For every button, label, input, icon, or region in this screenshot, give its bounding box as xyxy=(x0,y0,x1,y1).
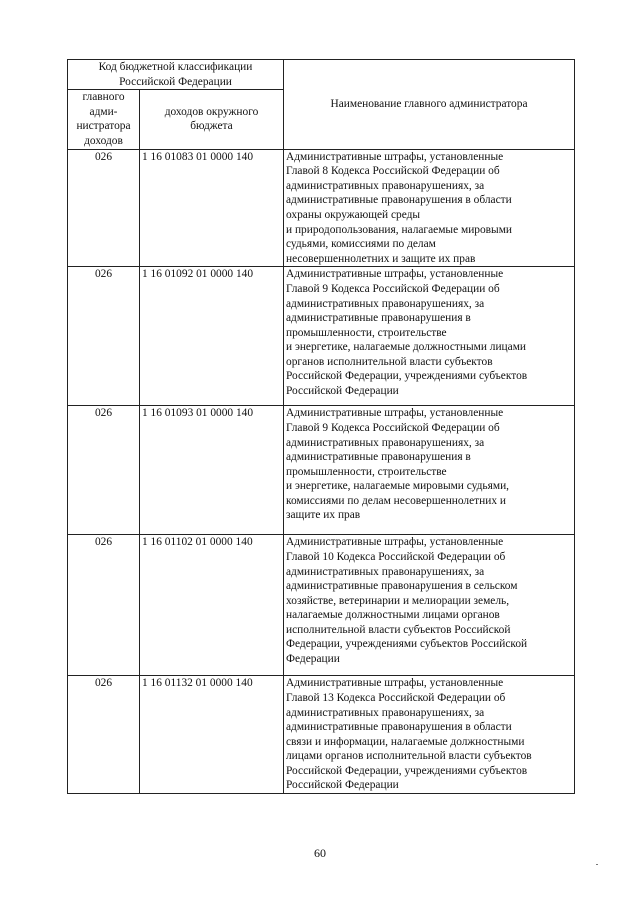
administrator-name-cell xyxy=(284,406,575,535)
name-line: Федерации xyxy=(286,653,340,666)
name-line: административных правонарушениях, за xyxy=(286,179,485,192)
table-row xyxy=(68,267,575,406)
administrator-name-cell xyxy=(284,676,575,794)
name-line: Российской Федерации, учреждениями субъектов xyxy=(286,370,528,383)
name-line: органов исполнительной власти субъектов xyxy=(286,355,493,368)
budget-code-cell: 1 16 01083 01 0000 140 xyxy=(140,149,284,267)
scan-artifact-dot xyxy=(596,864,598,865)
table-row xyxy=(68,149,575,267)
name-line: промышленности, строительстве xyxy=(286,326,447,339)
name-line: Административные штрафы, установленные xyxy=(286,536,504,549)
name-line: административные правонарушения в сельском xyxy=(286,580,518,593)
name-line: исполнительной власти субъектов Российской xyxy=(286,623,511,636)
name-line: налагаемые должностными лицами органов xyxy=(286,609,500,622)
name-line: административные правонарушения в области xyxy=(286,721,512,734)
admin-code-cell: 026 xyxy=(68,267,140,406)
header-line: Код бюджетной классификации xyxy=(98,61,253,73)
name-line: административные правонарушения в xyxy=(286,312,471,325)
header-budget-classification xyxy=(68,60,284,90)
name-line: Российской Федерации xyxy=(286,385,399,398)
header-administrator-name: Наименование главного администратора xyxy=(284,60,575,150)
name-line: комиссиями по делам несовершеннолетних и xyxy=(286,494,506,507)
name-line: охраны окружающей среды xyxy=(286,208,421,221)
name-line: административных правонарушениях, за xyxy=(286,565,485,578)
name-line: хозяйстве, ветеринарии и мелиорации земель, xyxy=(286,594,510,607)
name-line: Административные штрафы, установленные xyxy=(286,677,504,690)
header-chief-administrator xyxy=(68,90,140,149)
name-line: Главой 13 Кодекса Российской Федерации об xyxy=(286,691,506,704)
name-line: Административные штрафы, установленные xyxy=(286,407,504,420)
name-line: Главой 8 Кодекса Российской Федерации об xyxy=(286,165,500,178)
budget-code-cell: 1 16 01092 01 0000 140 xyxy=(140,267,284,406)
name-line: Административные штрафы, установленные xyxy=(286,150,504,163)
header-line: адми- xyxy=(89,105,118,118)
admin-code-cell: 026 xyxy=(68,676,140,794)
header-district-budget-income xyxy=(140,90,284,149)
header-line: нистратора xyxy=(76,120,131,133)
name-line: Главой 9 Кодекса Российской Федерации об xyxy=(286,282,500,295)
name-line: Федерации, учреждениями субъектов Российской xyxy=(286,638,528,651)
header-line: доходов окружного xyxy=(164,105,259,118)
budget-code-cell: 1 16 01102 01 0000 140 xyxy=(140,535,284,676)
budget-code-cell: 1 16 01093 01 0000 140 xyxy=(140,406,284,535)
administrator-name-cell xyxy=(284,535,575,676)
admin-code-cell: 026 xyxy=(68,406,140,535)
header-line: главного xyxy=(82,91,125,104)
name-line: Административные штрафы, установленные xyxy=(286,268,504,281)
name-line: административных правонарушениях, за xyxy=(286,706,485,719)
admin-code-cell: 026 xyxy=(68,535,140,676)
name-line: Главой 10 Кодекса Российской Федерации об xyxy=(286,550,506,563)
header-line: Российской Федерации xyxy=(119,75,232,88)
name-line: и энергетике, налагаемые должностными лицами xyxy=(286,341,527,354)
budget-code-table xyxy=(67,59,575,794)
administrator-name-cell xyxy=(284,149,575,267)
table-row xyxy=(68,676,575,794)
name-line: Главой 9 Кодекса Российской Федерации об xyxy=(286,421,500,434)
page-number: 60 xyxy=(314,846,326,860)
name-line: лицами органов исполнительной власти субъектов xyxy=(286,750,532,763)
header-line: доходов xyxy=(84,134,123,147)
name-line: административные правонарушения в xyxy=(286,451,471,464)
name-line: судьями, комиссиями по делам xyxy=(286,238,436,251)
header-line: бюджета xyxy=(190,120,233,133)
name-line: и природопользования, налагаемые мировыми xyxy=(286,223,513,236)
name-line: и энергетике, налагаемые мировыми судьями, xyxy=(286,480,510,493)
table-row xyxy=(68,406,575,535)
budget-code-cell: 1 16 01132 01 0000 140 xyxy=(140,676,284,794)
name-line: защите их прав xyxy=(286,509,361,522)
name-line: административные правонарушения в области xyxy=(286,194,512,207)
name-line: связи и информации, налагаемые должностными xyxy=(286,735,525,748)
name-line: промышленности, строительстве xyxy=(286,465,447,478)
admin-code-cell: 026 xyxy=(68,149,140,267)
name-line: Российской Федерации, учреждениями субъектов xyxy=(286,764,528,777)
name-line: несовершеннолетних и защите их прав xyxy=(286,252,476,265)
administrator-name-cell xyxy=(284,267,575,406)
name-line: Российской Федерации xyxy=(286,779,399,792)
table-row xyxy=(68,535,575,676)
name-line: административных правонарушениях, за xyxy=(286,436,485,449)
name-line: административных правонарушениях, за xyxy=(286,297,485,310)
